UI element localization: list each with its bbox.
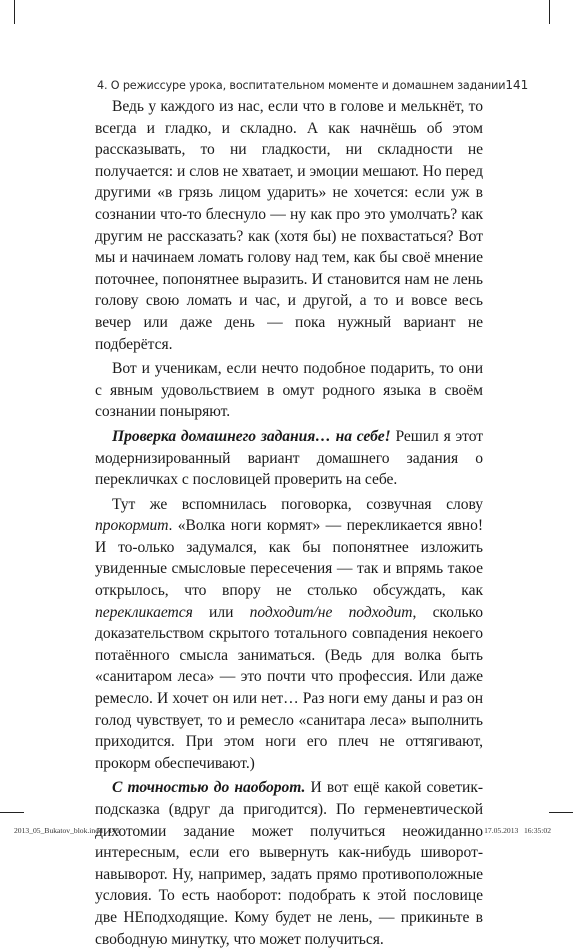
body-text xyxy=(95,96,483,950)
text-segment: Решил я этот модернизированный вариант домашнего задания о перекличках с пословицей проверить на себе. xyxy=(95,427,484,489)
crop-mark-top-left xyxy=(14,0,15,24)
paragraph xyxy=(95,358,483,423)
text-segment: , сколько доказательством скрытого тотального совпадения некоего потаённого смысла заниматься. (Ведь для волка быть «санитаром леса» — это почти что профессия. Или даже ремесло. И хочет он или нет… Раз ноги ему даны и раз он голод чувствует, то и ремесло «санитара леса» выполнить приходится. При этом ноги его плеч не оттягивают, прокорм обеспечивают.) xyxy=(95,603,483,772)
run-in-heading: С точностью до наоборот. xyxy=(112,779,306,797)
italic-term: перекликается xyxy=(95,603,193,621)
paragraph xyxy=(95,494,483,775)
crop-mark-top-right xyxy=(549,0,550,24)
slug-filename: 2013_05_Bukatov_blok.indd 141 xyxy=(14,826,120,835)
text-segment: или xyxy=(192,603,250,621)
paragraph xyxy=(95,96,483,355)
run-in-heading: Проверка домашнего задания… на себе! xyxy=(112,427,391,445)
slug-timestamp: 17.05.2013 16:35:02 xyxy=(484,826,551,835)
text-segment: Тут же вспомнилась поговорка, созвучная слову xyxy=(112,495,483,513)
paragraph xyxy=(95,426,483,491)
paragraph xyxy=(95,777,483,950)
text-segment: Вот и ученикам, если нечто подобное подарить, то они с явным удовольствием в омут родного языка в своём сознании поныряют. xyxy=(95,360,483,421)
chapter-title: 4. О режиссуре урока, воспитательном моменте и домашнем задании xyxy=(97,79,506,92)
running-header xyxy=(97,78,529,92)
text-segment: И вот ещё какой советик-подсказка (вдруг да пригодится). По герменевтической дихотомии задание может получиться неожиданно интересным, если его вывернуть как-нибудь шиворот-навыворот. Ну, например, задать прямо противоположные условия. То есть наоборот: подобрать к этой пословице две НЕподходящие. Кому будет не лень, — прикиньте в свободную минутку, что может получиться. xyxy=(95,779,483,948)
italic-term: прокормит xyxy=(95,517,169,535)
crop-mark-bottom-left xyxy=(0,812,24,813)
crop-mark-bottom-right xyxy=(549,812,573,813)
page-number: 141 xyxy=(505,78,529,92)
text-segment: Ведь у каждого из нас, если что в голове и мелькнёт, то всегда и гладко, и складно. А как начнёшь об этом рассказывать, то ни гладкости, ни складности не получается: и слов не хватает, и эмоции мешают. Но перед другими «в грязь лицом ударить» не хочется: если уж в сознании что-то блеснуло — ну как про это умолчать? как другим не рассказать? как (хотя бы) не похвастаться? Вот мы и начинаем ломать голову над тем, как бы своё мнение поточнее, попонятнее выразить. И становится нам не лень голову свою ломать и час, и другой, а то и вовсе весь вечер или даже день — пока нужный вариант не подберётся. xyxy=(95,98,483,353)
text-segment: . «Волка ноги кормят» — перекликается явно! И то-олько задумался, как бы попонятнее изложить увиденные смысловые пересечения — так и впрямь такое открылось, что впору не столько обсуждать, как xyxy=(95,517,483,600)
italic-term: подходит/не подходит xyxy=(249,603,413,621)
